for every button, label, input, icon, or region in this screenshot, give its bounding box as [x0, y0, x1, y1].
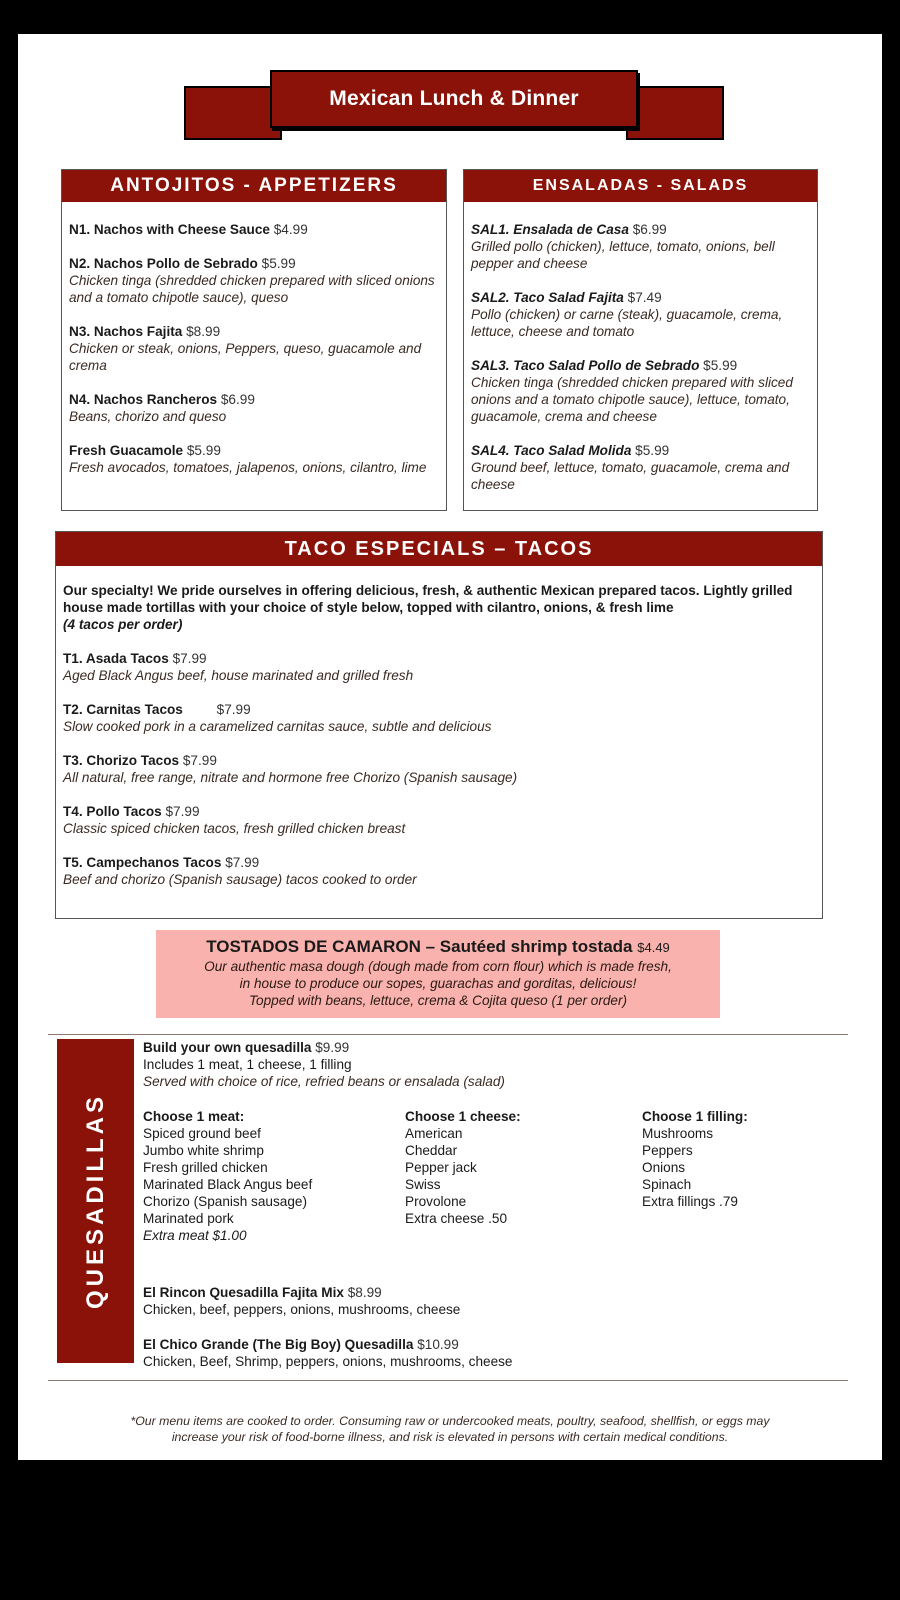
- disclaimer: *Our menu items are cooked to order. Consuming raw or undercooked meats, poultry, seafood, shellfish, or eggs may increase your risk of food-borne illness, and risk is elevated in persons with certain medical conditions.: [130, 1414, 770, 1444]
- banner-left-wing: [184, 86, 282, 140]
- tacos-section: [55, 531, 823, 919]
- list-item: T2. Carnitas Tacos $7.99 Slow cooked pork in a caramelized carnitas sauce, subtle and delicious: [63, 702, 492, 734]
- divider: [48, 1034, 848, 1035]
- title-banner: [270, 70, 638, 128]
- cheese-options: Choose 1 cheese: American Cheddar Pepper jack Swiss Provolone Extra cheese .50: [405, 1109, 521, 1226]
- appetizers-list: [62, 202, 446, 476]
- tacos-heading: TACO ESPECIALS – TACOS: [56, 532, 822, 566]
- tacos-intro: Our specialty! We pride ourselves in offering delicious, fresh, & authentic Mexican prepared tacos. Lightly grilled house made tortillas with your choice of style below, topped with cilantro, onions, & fresh lime (4 tacos per order): [63, 583, 793, 632]
- quesadilla-big-boy: El Chico Grande (The Big Boy) Quesadilla $10.99 Chicken, Beef, Shrimp, peppers, onions, mushrooms, cheese: [143, 1337, 513, 1369]
- salads-heading: ENSALADAS - SALADS: [464, 170, 817, 202]
- quesadillas-build: Build your own quesadilla $9.99 Includes 1 meat, 1 cheese, 1 filling Served with choice of rice, refried beans or ensalada (salad): [143, 1040, 505, 1089]
- tostado-box: [156, 930, 720, 1018]
- salads-list: [464, 202, 817, 493]
- list-item: N4. Nachos Rancheros $6.99 Beans, chorizo and queso: [69, 392, 255, 424]
- quesadilla-fajita: El Rincon Quesadilla Fajita Mix $8.99 Chicken, beef, peppers, onions, mushrooms, cheese: [143, 1285, 461, 1317]
- appetizers-heading: ANTOJITOS - APPETIZERS: [62, 170, 446, 202]
- list-item: N3. Nachos Fajita $8.99 Chicken or steak, onions, Peppers, queso, guacamole and crema: [69, 324, 422, 373]
- list-item: T3. Chorizo Tacos $7.99 All natural, free range, nitrate and hormone free Chorizo (Spanish sausage): [63, 753, 518, 785]
- page-title: Mexican Lunch & Dinner: [329, 87, 579, 110]
- tostado-desc: Our authentic masa dough (dough made from corn flour) which is made fresh, in house to produce our sopes, guarachas and gorditas, delicious! Topped with beans, lettuce, crema & Cojita queso (1 per order): [204, 959, 672, 1008]
- list-item: SAL3. Taco Salad Pollo de Sebrado $5.99 Chicken tinga (shredded chicken prepared with sliced onions and a tomato chipotle sauce), lettuce, tomato, guacamole, crema and cheese: [471, 358, 793, 424]
- banner-right-wing: [626, 86, 724, 140]
- menu-page: [18, 34, 882, 1460]
- list-item: SAL2. Taco Salad Fajita $7.49 Pollo (chicken) or carne (steak), guacamole, crema, lettuce, cheese and tomato: [471, 290, 783, 339]
- list-item: T4. Pollo Tacos $7.99 Classic spiced chicken tacos, fresh grilled chicken breast: [63, 804, 406, 836]
- list-item: T5. Campechanos Tacos $7.99 Beef and chorizo (Spanish sausage) tacos cooked to order: [63, 855, 417, 887]
- list-item: T1. Asada Tacos $7.99 Aged Black Angus beef, house marinated and grilled fresh: [63, 651, 414, 683]
- tostado-title-line: TOSTADOS DE CAMARON – Sautéed shrimp tostada $4.49: [206, 937, 670, 956]
- list-item: N2. Nachos Pollo de Sebrado $5.99 Chicken tinga (shredded chicken prepared with sliced onions and a tomato chipotle sauce), queso: [69, 256, 435, 305]
- divider: [48, 1380, 848, 1381]
- list-item: SAL1. Ensalada de Casa $6.99 Grilled pollo (chicken), lettuce, tomato, onions, bell pepper and cheese: [471, 222, 775, 271]
- tacos-list: [56, 566, 822, 888]
- list-item: SAL4. Taco Salad Molida $5.99 Ground beef, lettuce, tomato, guacamole, crema and cheese: [471, 443, 790, 492]
- quesadillas-label: QUESADILLAS: [57, 1039, 134, 1363]
- salads-section: [463, 169, 818, 511]
- list-item: Fresh Guacamole $5.99 Fresh avocados, tomatoes, jalapenos, onions, cilantro, lime: [69, 443, 427, 475]
- appetizers-section: [61, 169, 447, 511]
- meat-options: Choose 1 meat: Spiced ground beef Jumbo white shrimp Fresh grilled chicken Marinated Black Angus beef Chorizo (Spanish sausage) Marinated pork Extra meat $1.00: [143, 1109, 313, 1243]
- list-item: N1. Nachos with Cheese Sauce $4.99: [69, 222, 308, 237]
- filling-options: Choose 1 filling: Mushrooms Peppers Onions Spinach Extra fillings .79: [642, 1109, 748, 1209]
